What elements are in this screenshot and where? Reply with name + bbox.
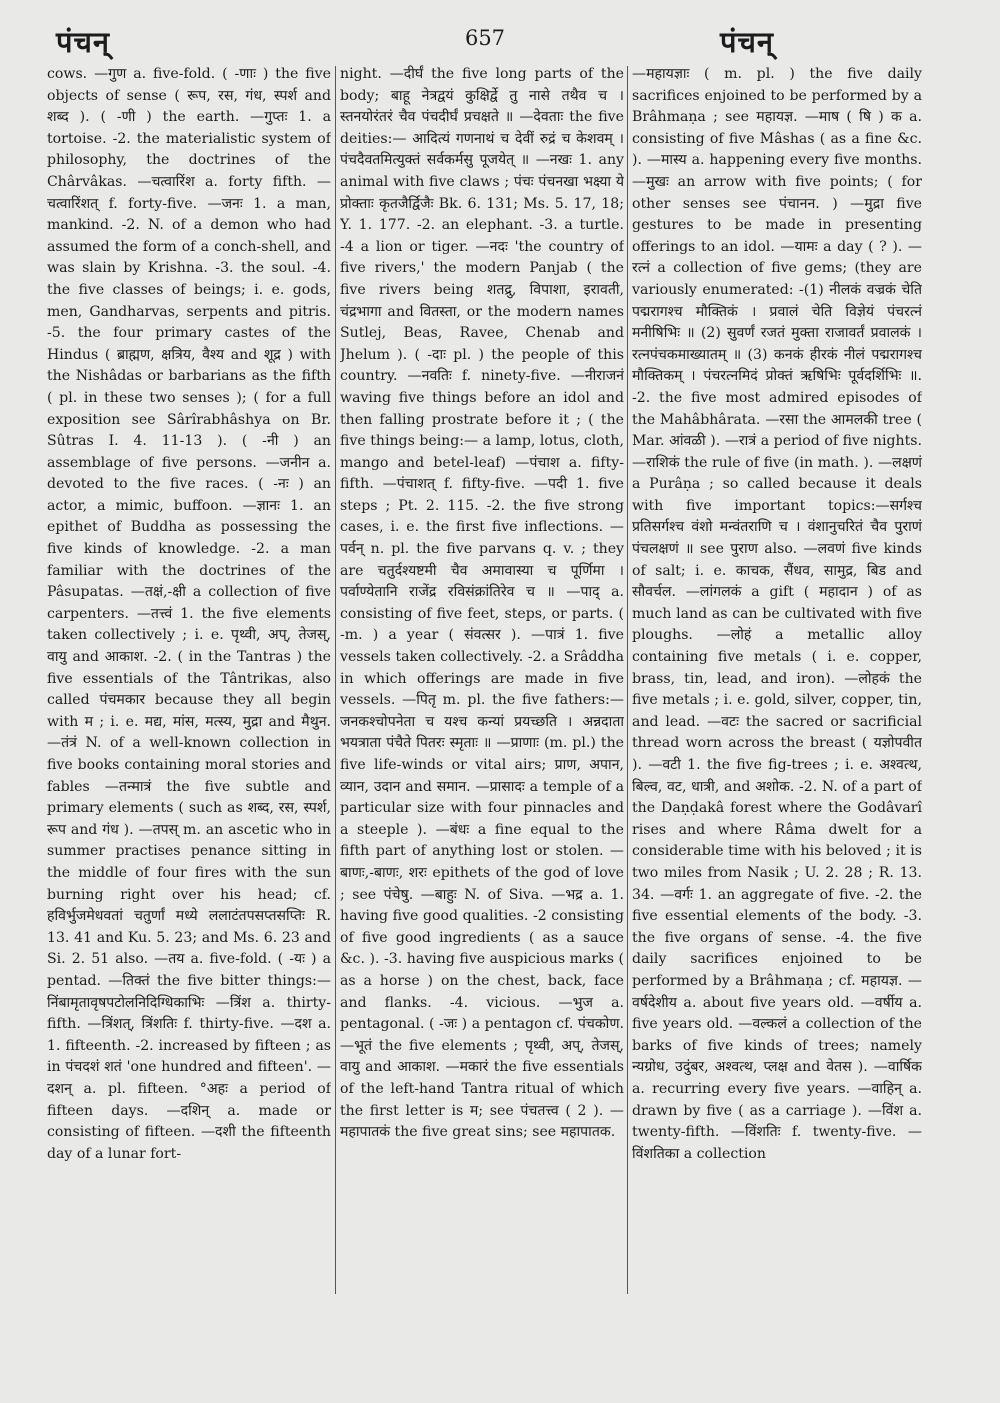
column-1-text: cows. —गुण a. five-fold. ( -णाः ) the five objects of sense ( रूप, रस, गंध, स्पर्श and शब्द ). ( -णी ) the earth. —गुप्तः 1. a tortoise. -2. the materialistic system of philosophy, the doctrines of the Chârvâkas. —चत्वारिंश a. forty fifth. —चत्वारिंशत् f. forty-five. —जनः 1. a man, mankind. -2. N. of a demon who had assumed the form of a conch-shell, and was slain by Krishna. -3. the soul. -4. the five classes of beings; i. e. gods, men, Gandharvas, serpents and pitris. -5. the four primary castes of the Hindus ( ब्राह्मण, क्षत्रिय, वैश्य and शूद्र ) with the Nishâdas or barbarians as the fifth ( pl. in these two senses ); ( for a full exposition see Sârîrabhâshya on Br. Sûtras I. 4. 11-13 ). ( -नी ) an assemblage of five persons. —जनीन a. devoted to the five races. ( -नः ) an actor, a mimic, buffoon. —ज्ञानः 1. an epithet of Buddha as possessing the five kinds of knowledge. -2. a man familiar with the doctrines of the Pâsupatas. —तक्षं,-क्षी a collection of five carpenters. —तत्त्वं 1. the five elements taken collectively ; i. e. पृथ्वी, अप्, तेजस्, वायु and आकाश. -2. ( in the Tantras ) the five essentials of the Tântrikas, also called पंचमकार because they all begin with म ; i. e. मद्य, मांस, मत्स्य, मुद्रा and मैथुन. —तंत्रं N. of a well-known collection in five books containing moral stories and fables —तन्मात्रं the five subtle and primary elements ( such as शब्द, रस, स्पर्श, रूप and गंध ). —तपस् m. an ascetic who in summer practises penance sitting in the middle of four fires with the sun burning right over his head; cf. हविर्भुजमेधवतां चतुर्णां मध्ये ललाटंतपसप्तसप्तिः R. 13. 41 and Ku. 5. 23; and Ms. 6. 23 and Si. 2. 51 also. —तय a. five-fold. ( -यः ) a pentad. —तिक्तं the five bitter things:— निंबामृतावृषपटोलनिदिग्धिकाभिः —त्रिंश a. thirty-fifth. —त्रिंशत्, त्रिंशतिः f. thirty-five. —दश a. 1. fifteenth. -2. increased by fifteen ; as in पंचदशं शतं 'one hundred and fifteen'. —दशन् a. pl. fifteen. °अहः a period of fifteen days. —दशिन् a. made or consisting of fifteen. —दशी the fifteenth day of a lunar fort- (47, 66, 331, 1162)
text-column-1 (47, 64, 331, 1312)
text-column-3 (632, 64, 922, 1312)
left-headword: पंचन् (56, 25, 110, 59)
column-3-text: —महायज्ञाः ( m. pl. ) the five daily sacrifices enjoined to be performed by a Brâhmaṇa ; see महायज्ञ. —माष ( षि ) क a. consisting of five Mâshas ( as a fine &c. ). —मास्य a. happening every five months. —मुखः an arrow with five points; ( for other senses see पंचानन. ) —मुद्रा five gestures to be made in presenting offerings to an idol. —यामः a day ( ? ). —रत्नं a collection of five gems; (they are variously enumerated: -(1) नीलकं वज्रकं चेति पद्मरागश्च मौक्तिकं । प्रवालं चेति विज्ञेयं पंचरत्नं मनीषिभिः ॥ (2) सुवर्णं रजतं मुक्ता राजावर्तं प्रवालकं । रत्नपंचकमाख्यातम् ॥ (3) कनकं हीरकं नीलं पद्मरागश्च मौक्तिकम् । पंचरत्नमिदं प्रोक्तं ऋषिभिः पूर्वदर्शिभिः ॥. -2. the five most admired episodes of the Mahâbhârata. —रसा the आमलकी tree ( Mar. आंवळी ). —रात्रं a period of five nights. —राशिकं the rule of five (in math. ). —लक्षणं a Purâṇa ; so called because it deals with five important topics:—सर्गश्च प्रतिसर्गश्च वंशो मन्वंतराणि च । वंशानुचरितं चैव पुराणं पंचलक्षणं ॥ see पुराण also. —लवणं five kinds of salt; i. e. काचक, सैंधव, सामुद्र, बिड and सौवर्चल. —लांगलकं a gift ( महादान ) of as much land as can be cultivated with five ploughs. —लोहं a metallic alloy containing five metals ( i. e. copper, brass, tin, lead, and iron). —लोहकं the five metals ; i. e. gold, silver, copper, tin, and lead. —वटः the sacred or sacrificial thread worn across the breast ( यज्ञोपवीत ). —वटी 1. the five fig-trees ; i. e. अश्वत्थ, बिल्व, वट, धात्री, and अशोक. -2. N. of a part of the Daṇḍakâ forest where the Godâvarî rises and where Râma dwelt for a considerable time with his beloved ; it is two miles from Nasik ; U. 2. 28 ; R. 13. 34. —वर्गः 1. an aggregate of five. -2. the five essential elements of the body. -3. the five organs of sense. -4. the five daily sacrifices enjoined to be performed by a Brâhmaṇa ; cf. महायज्ञ. —वर्षदेशीय a. about five years old. —वर्षीय a. five years old. —वल्कलं a collection of the barks of five kinds of trees; namely न्यग्रोध, उदुंबर, अश्वत्थ, प्लक्ष and वेतस ). —वार्षिक a. recurring every five years. —वाहिन् a. drawn by five ( as a carriage ). —विंश a. twenty-fifth. —विंशतिः f. twenty-five. —विंशतिका a collection (632, 66, 922, 1162)
column-2-text: night. —दीर्घं the five long parts of the body; बाहू नेत्रद्वयं कुक्षिर्द्वे तु नासे तथैव च । स्तनयोरंतरं चैव पंचदीर्घं प्रचक्षते ॥ —देवताः the five deities:— आदित्यं गणनाथं च देवीं रुद्रं च केशवम् । पंचदैवतमित्युक्तं सर्वकर्मसु पूजयेत् ॥ —नखः 1. any animal with five claws ; पंचः पंचनखा भक्ष्या ये प्रोक्ताः कृतजैर्द्विजैः Bk. 6. 131; Ms. 5. 17, 18; Y. 1. 177. -2. an elephant. -3. a turtle. -4 a lion or tiger. —नदः 'the country of five rivers,' the modern Panjab ( the five rivers being शतद्रु, विपाशा, इरावती, चंद्रभागा and वितस्ता, or the modern names Sutlej, Beas, Ravee, Chenab and Jhelum ). ( -दाः pl. ) the people of this country. —नवतिः f. ninety-five. —नीराजनं waving five things before an idol and then falling prostrate before it ; ( the five things being:— a lamp, lotus, cloth, mango and betel-leaf) —पंचाश a. fifty-fifth. —पंचाशत् f. fifty-five. —पदी 1. five steps ; Pt. 2. 115. -2. the five strong cases, i. e. the first five inflections. —पर्वन् n. pl. the five parvans q. v. ; they are चतुर्दश्यष्टमी चैव अमावास्या च पूर्णिमा । पर्वाण्येतानि राजेंद्र रविसंक्रांतिरेव च ॥ —पाद् a. consisting of five feet, steps, or parts. ( -m. ) a year ( संवत्सर ). —पात्रं 1. five vessels taken collectively. -2. a Srâddha in which offerings are made in five vessels. —पितृ m. pl. the five fathers:— जनकश्चोपनेता च यश्च कन्यां प्रयच्छति । अन्नदाता भयत्राता पंचैते पितरः स्मृताः ॥ —प्राणाः (m. pl.) the five life-winds or vital airs; प्राण, अपान, व्यान, उदान and समान. —प्रासादः a temple of a particular size with four pinnacles and a steeple ). —बंधः a fine equal to the fifth part of anything lost or stolen. —बाणः,-बाणः, शरः epithets of the god of love ; see पंचेषु. —बाहुः N. of Siva. —भद्र a. 1. having five good qualities. -2 consisting of five good ingredients ( as a sauce &c. ). -3. having five auspicious marks ( as a horse ) on the chest, back, face and flanks. -4. vicious. —भुज a. pentagonal. ( -जः ) a pentagon cf. पंचकोण. —भूतं the five elements ; पृथ्वी, अप्, तेजस्, वायु and आकाश. —मकारं the five essentials of the left-hand Tantra ritual of which the first letter is म; see पंचतत्त्व ( 2 ). —महापातकं the five great sins; see महापातक. (340, 66, 624, 1141)
column-divider-1 (335, 66, 336, 1294)
right-headword: पंचन् (720, 25, 774, 59)
page-header (0, 22, 1000, 62)
text-column-2 (340, 64, 624, 1312)
column-divider-2 (627, 66, 628, 1294)
page-number: 657 (464, 26, 506, 50)
